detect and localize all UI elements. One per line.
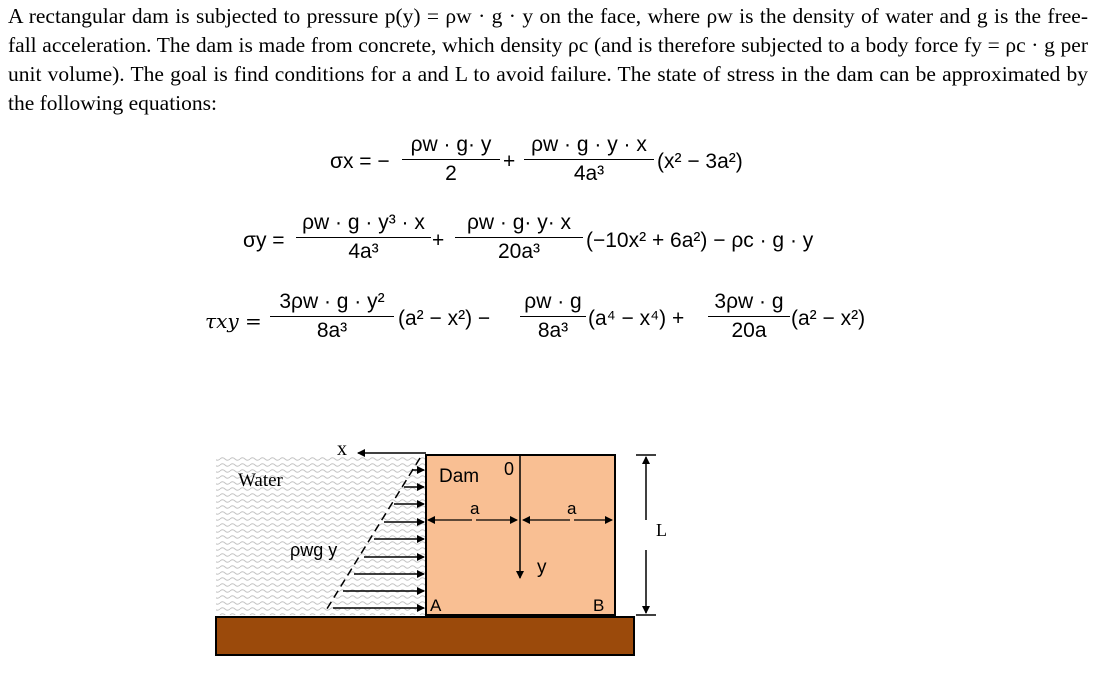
sigma-x-frac2-numerator: ρw · g · y · x — [531, 133, 647, 156]
dimension-L — [636, 455, 656, 615]
dam-label: Dam — [439, 466, 480, 487]
water-label: Water — [238, 470, 283, 491]
tau-xy-mid-1: (a² − x²) − — [398, 307, 491, 330]
tau-xy-frac3-numerator: 3ρw · g — [714, 290, 784, 313]
a-right-label: a — [567, 499, 577, 518]
origin-label: 0 — [504, 459, 515, 479]
problem-statement: A rectangular dam is subjected to pressure p(y) = ρw · g · y on the face, where ρw is the density of water and g is the free-fall acceleration. The dam is made from concrete, which density ρc (and is therefore subjected to a body force fy = ρc · g per unit volume). The goal is find conditions for a and L to avoid failure. The state of stress in the dam can be approximated by the following equations: — [8, 4, 1088, 115]
y-axis-label: y — [537, 557, 547, 578]
sigma-y-frac2-numerator: ρw · g· y· x — [466, 211, 572, 234]
sigma-x-tail: (x² − 3a²) — [657, 150, 743, 173]
sigma-x-lhs: σx = − — [330, 150, 390, 173]
tau-xy-tail: (a² − x²) — [791, 307, 866, 330]
x-axis-label: x — [337, 438, 347, 460]
tau-xy-frac1-numerator: 3ρw · g · y² — [279, 290, 385, 313]
sigma-x-frac1-numerator: ρw · g· y — [410, 133, 492, 156]
sigma-y-frac1-numerator: ρw · g · y³ · x — [302, 211, 425, 234]
tau-xy-frac2-numerator: ρw · g — [524, 290, 582, 313]
point-B-label: B — [593, 596, 605, 615]
sigma-x-frac2-denominator: 4a³ — [573, 162, 605, 185]
ground — [216, 617, 634, 655]
pressure-label: ρwg y — [290, 540, 338, 560]
sigma-y-frac2-denominator: 20a³ — [497, 240, 541, 263]
sigma-x-plus: + — [503, 150, 516, 173]
tau-xy-frac3-denominator: 20a — [731, 319, 767, 342]
L-label: L — [656, 520, 667, 540]
sigma-y-plus: + — [432, 229, 445, 252]
tau-xy-lhs: τxy = — [205, 309, 262, 333]
tau-xy-mid-2: (a⁴ − x⁴) + — [588, 307, 685, 330]
tau-xy-frac1-denominator: 8a³ — [316, 319, 348, 342]
a-left-label: a — [470, 499, 480, 518]
sigma-y-tail: (−10x² + 6a²) − ρc · g · y — [586, 229, 814, 252]
sigma-y-lhs: σy = — [243, 229, 285, 252]
sigma-y-frac1-denominator: 4a³ — [348, 240, 379, 263]
point-A-label: A — [430, 596, 442, 615]
tau-xy-frac2-denominator: 8a³ — [537, 319, 569, 342]
sigma-x-frac1-denominator: 2 — [445, 162, 457, 185]
